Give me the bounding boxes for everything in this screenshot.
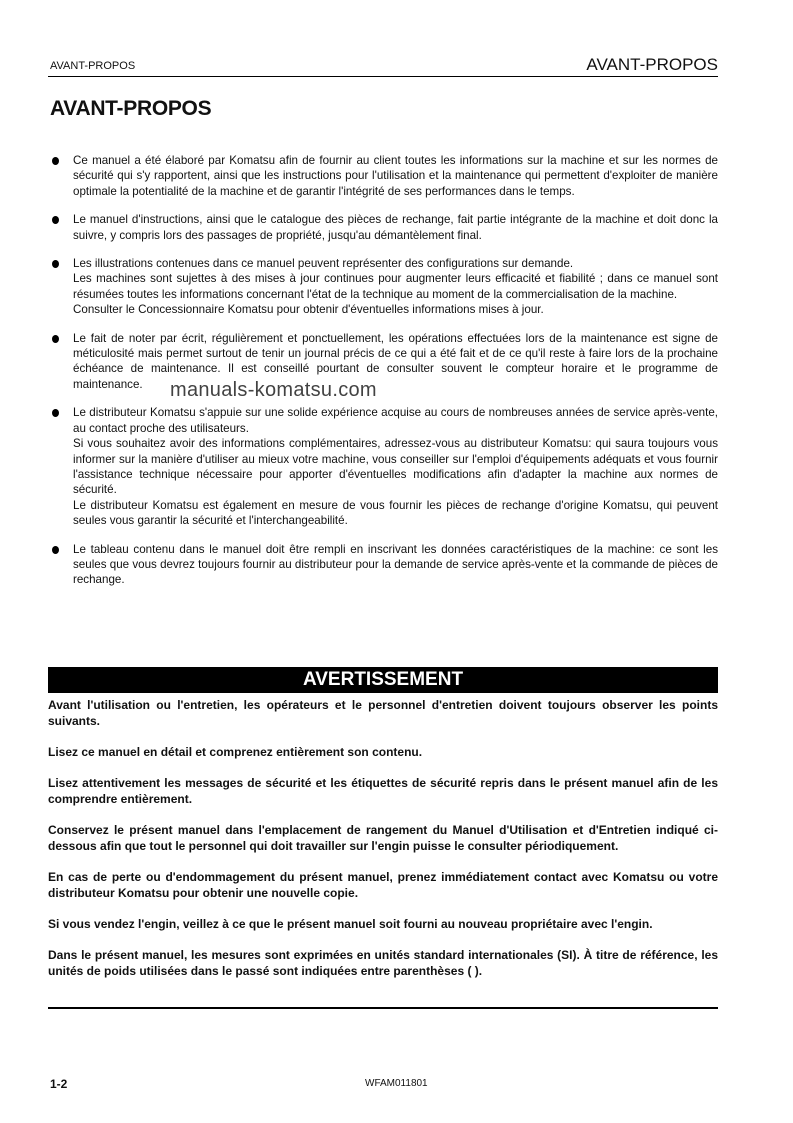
bullet-paragraph: Les illustrations contenues dans ce manuel peuvent représenter des configurations sur demande. bbox=[73, 257, 574, 271]
bullet-icon bbox=[52, 546, 59, 554]
bullet-paragraph: Le distributeur Komatsu est également en mesure de vous fournir les pièces de rechange d'origine Komatsu, qui peuvent seules vous garantir la sécurité et l'interchangeabilité. bbox=[73, 498, 718, 528]
bullet-paragraph: Le manuel d'instructions, ainsi que le catalogue des pièces de rechange, fait partie intégrante de la machine et doit donc la suivre, y compris lors des passages de propriété, jusqu'au démantèlement final. bbox=[73, 213, 718, 242]
header-rule bbox=[48, 76, 718, 77]
bullet-icon bbox=[52, 216, 59, 224]
warning-paragraph: Lisez attentivement les messages de sécurité et les étiquettes de sécurité repris dans le présent manuel afin de les comprendre entièrement. bbox=[48, 776, 718, 806]
bullet-icon bbox=[52, 409, 59, 417]
header-right: AVANT-PROPOS bbox=[586, 55, 718, 74]
warning-paragraph: Conservez le présent manuel dans l'emplacement de rangement du Manuel d'Utilisation et d'Entretien indiqué ci-dessous afin que tout le personnel qui doit travailler sur l'engin puisse le consulter périodiquement. bbox=[48, 823, 718, 853]
bullet-paragraph: Les machines sont sujettes à des mises à jour continues pour augmenter leurs efficacité et fiabilité ; dans ce manuel sont résumées toutes les informations concernant l'état de la technique au moment de la commercialisation de la machine. bbox=[73, 272, 718, 301]
page-number: 1-2 bbox=[50, 1077, 68, 1091]
warning-paragraph: Si vous vendez l'engin, veillez à ce que le présent manuel soit fourni au nouveau propriétaire avec l'engin. bbox=[48, 917, 653, 931]
warning-rule bbox=[48, 1007, 718, 1009]
bullet-item bbox=[50, 405, 718, 528]
page-title: AVANT-PROPOS bbox=[50, 97, 212, 120]
warning-paragraph: Lisez ce manuel en détail et comprenez entièrement son contenu. bbox=[48, 745, 423, 759]
bullet-paragraph: Le tableau contenu dans le manuel doit être rempli en inscrivant les données caractéristiques de la machine: ce sont les seules que vous devrez toujours fournir au distributeur pour la demande de service après-vente et la commande de pièces de rechange. bbox=[73, 542, 718, 587]
bullet-paragraph: Ce manuel a été élaboré par Komatsu afin de fournir au client toutes les informations sur la machine et sur les normes de sécurité qui s'y rapportent, ainsi que les instructions pour l'utilisation et la maintenance qui permettent d'exploiter de manière optimale la potentialité de la machine et de garantir l'intégrité de ses performances dans le temps. bbox=[73, 154, 718, 198]
bullet-item bbox=[50, 331, 718, 393]
bullet-icon bbox=[52, 260, 59, 268]
bullet-item bbox=[50, 542, 718, 588]
bullet-icon bbox=[52, 335, 59, 343]
warning-paragraph: Avant l'utilisation ou l'entretien, les opérateurs et le personnel d'entretien doivent toujours observer les points suivants. bbox=[48, 698, 718, 728]
header-left: AVANT-PROPOS bbox=[50, 60, 136, 72]
bullet-icon bbox=[52, 157, 59, 165]
bullet-paragraph: Le fait de noter par écrit, régulièrement et ponctuellement, les opérations effectuées lors de la maintenance est signe de méticulosité mais permet surtout de tenir un journal précis de ce qui a été fait et de ce qu'il reste à faire lors de la prochaine échéance de maintenance. Il est conseillé pourtant de consulter souvent le compteur horaire et le programme de maintenance. bbox=[73, 331, 718, 391]
bullet-item bbox=[50, 153, 718, 199]
warning-paragraph: Dans le présent manuel, les mesures sont exprimées en unités standard internationales (SI). À titre de référence, les unités de poids utilisées dans le passé sont indiquées entre parenthèses ( ). bbox=[48, 948, 718, 978]
bullet-list bbox=[50, 153, 718, 601]
warning-title: AVERTISSEMENT bbox=[48, 667, 718, 693]
bullet-paragraph: Consulter le Concessionnaire Komatsu pour obtenir d'éventuelles informations mises à jour. bbox=[73, 303, 544, 317]
bullet-paragraph: Le distributeur Komatsu s'appuie sur une solide expérience acquise au cours de nombreuses années de service après-vente, au contact proche des utilisateurs. bbox=[73, 406, 718, 435]
watermark: manuals-komatsu.com bbox=[170, 379, 377, 401]
document-code: WFAM011801 bbox=[365, 1078, 428, 1089]
bullet-item bbox=[50, 212, 718, 243]
bullet-item bbox=[50, 256, 718, 318]
bullet-paragraph: Si vous souhaitez avoir des informations complémentaires, adressez-vous au distributeur Komatsu: qui saura toujours vous informer sur la manière d'utiliser au mieux votre machine, vous conseiller sur l'emploi d'équipements adéquats et vous fournir l'assistance technique nécessaire pour apporter d'éventuelles modifications afin d'adapter la machine aux normes de sécurité. bbox=[73, 437, 718, 497]
warning-paragraph: En cas de perte ou d'endommagement du présent manuel, prenez immédiatement contact avec Komatsu ou votre distributeur Komatsu pour obtenir une nouvelle copie. bbox=[48, 870, 718, 900]
warning-body bbox=[48, 697, 718, 994]
